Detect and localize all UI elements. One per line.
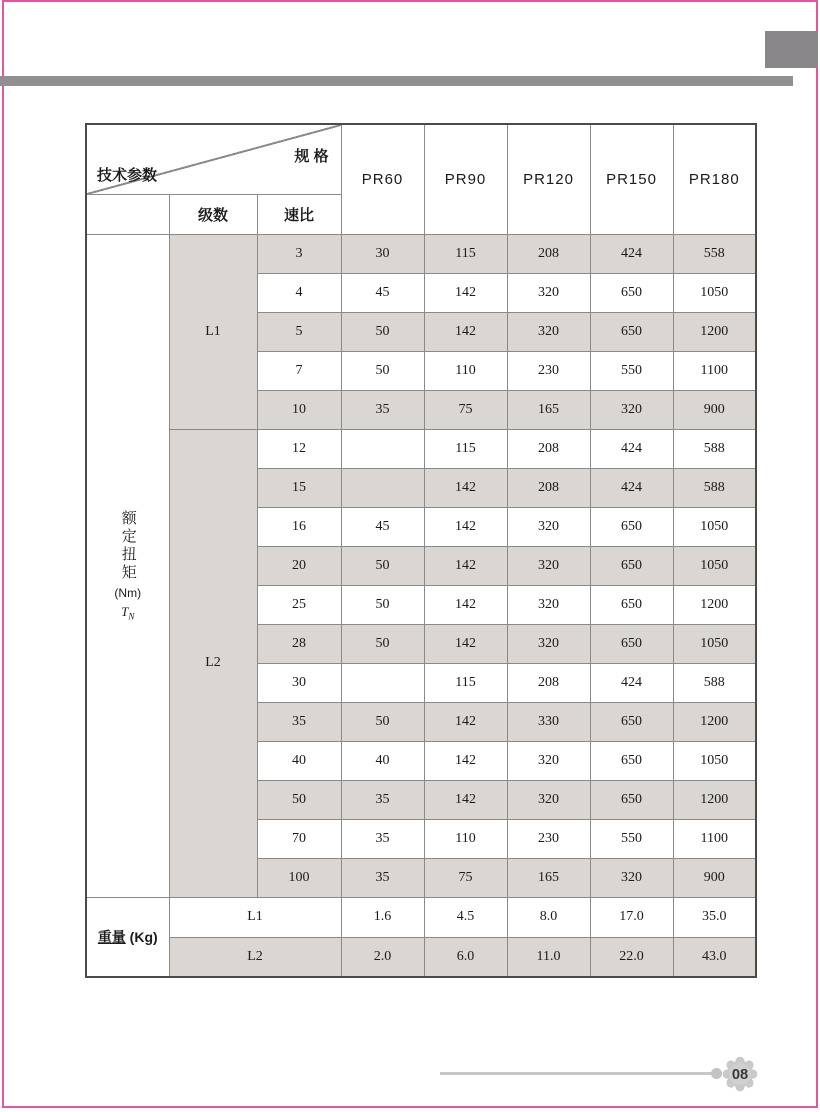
value-cell: 115 bbox=[424, 234, 507, 273]
weight-row bbox=[86, 897, 756, 937]
weight-unit: (Kg) bbox=[125, 928, 158, 945]
value-cell: 142 bbox=[424, 546, 507, 585]
value-cell: 650 bbox=[590, 741, 673, 780]
ratio-cell: 25 bbox=[257, 585, 341, 624]
value-cell: 1100 bbox=[673, 351, 756, 390]
torque-unit: (Nm) bbox=[114, 585, 142, 600]
value-cell: 320 bbox=[507, 585, 590, 624]
value-cell: 35 bbox=[341, 858, 424, 897]
ratio-cell: 30 bbox=[257, 663, 341, 702]
ratio-cell: 35 bbox=[257, 702, 341, 741]
value-cell bbox=[341, 468, 424, 507]
value-cell: 550 bbox=[590, 819, 673, 858]
value-cell: 142 bbox=[424, 507, 507, 546]
value-cell: 1200 bbox=[673, 585, 756, 624]
value-cell: 165 bbox=[507, 390, 590, 429]
value-cell: 1050 bbox=[673, 273, 756, 312]
weight-value-cell: 6.0 bbox=[424, 937, 507, 977]
footer-rule bbox=[440, 1072, 716, 1075]
weight-value-cell: 22.0 bbox=[590, 937, 673, 977]
spec-table bbox=[85, 123, 757, 978]
value-cell: 110 bbox=[424, 819, 507, 858]
value-cell: 650 bbox=[590, 624, 673, 663]
torque-symbol: $T_N$ bbox=[121, 603, 135, 622]
value-cell: 142 bbox=[424, 585, 507, 624]
value-cell: 320 bbox=[590, 858, 673, 897]
ratio-cell: 7 bbox=[257, 351, 341, 390]
header-rule bbox=[0, 76, 793, 86]
column-header-pr60: PR60 bbox=[341, 124, 424, 234]
stages-header: 级数 bbox=[169, 194, 257, 234]
ratio-header: 速比 bbox=[257, 194, 341, 234]
value-cell bbox=[341, 663, 424, 702]
value-cell: 320 bbox=[507, 624, 590, 663]
value-cell: 142 bbox=[424, 741, 507, 780]
table-row bbox=[86, 429, 756, 468]
value-cell: 650 bbox=[590, 585, 673, 624]
value-cell: 1050 bbox=[673, 741, 756, 780]
value-cell: 1200 bbox=[673, 312, 756, 351]
value-cell: 208 bbox=[507, 663, 590, 702]
stage-cell: L2 bbox=[169, 429, 257, 897]
value-cell: 45 bbox=[341, 273, 424, 312]
ratio-cell: 70 bbox=[257, 819, 341, 858]
value-cell: 75 bbox=[424, 390, 507, 429]
value-cell: 208 bbox=[507, 468, 590, 507]
value-cell: 35 bbox=[341, 780, 424, 819]
value-cell: 320 bbox=[507, 312, 590, 351]
ratio-cell: 10 bbox=[257, 390, 341, 429]
weight-stage-cell: L2 bbox=[169, 937, 341, 977]
value-cell: 50 bbox=[341, 312, 424, 351]
value-cell: 424 bbox=[590, 663, 673, 702]
corner-spec-label: 规 格 bbox=[294, 148, 329, 165]
value-cell: 165 bbox=[507, 858, 590, 897]
value-cell: 35 bbox=[341, 819, 424, 858]
weight-value-cell: 2.0 bbox=[341, 937, 424, 977]
value-cell: 1050 bbox=[673, 624, 756, 663]
torque-label-vertical: 额定扭矩 bbox=[119, 509, 137, 582]
ratio-cell: 50 bbox=[257, 780, 341, 819]
column-header-pr90: PR90 bbox=[424, 124, 507, 234]
value-cell: 320 bbox=[507, 546, 590, 585]
value-cell: 50 bbox=[341, 351, 424, 390]
header-accent-box bbox=[765, 31, 817, 68]
value-cell: 1200 bbox=[673, 780, 756, 819]
value-cell: 320 bbox=[507, 741, 590, 780]
ratio-cell: 28 bbox=[257, 624, 341, 663]
corner-param-label: 技术参数 bbox=[97, 166, 158, 184]
weight-value-cell: 1.6 bbox=[341, 897, 424, 937]
value-cell: 45 bbox=[341, 507, 424, 546]
page-number: 08 bbox=[731, 1067, 749, 1084]
weight-value-cell: 17.0 bbox=[590, 897, 673, 937]
value-cell: 75 bbox=[424, 858, 507, 897]
value-cell: 650 bbox=[590, 780, 673, 819]
torque-label-cell bbox=[86, 234, 169, 897]
value-cell: 110 bbox=[424, 351, 507, 390]
value-cell: 320 bbox=[507, 780, 590, 819]
weight-row bbox=[86, 937, 756, 977]
value-cell: 208 bbox=[507, 234, 590, 273]
value-cell: 320 bbox=[507, 507, 590, 546]
value-cell: 588 bbox=[673, 429, 756, 468]
value-cell: 650 bbox=[590, 702, 673, 741]
value-cell: 1050 bbox=[673, 546, 756, 585]
weight-value-cell: 11.0 bbox=[507, 937, 590, 977]
value-cell: 142 bbox=[424, 468, 507, 507]
ratio-cell: 5 bbox=[257, 312, 341, 351]
value-cell: 115 bbox=[424, 663, 507, 702]
value-cell: 1200 bbox=[673, 702, 756, 741]
value-cell: 424 bbox=[590, 429, 673, 468]
value-cell: 424 bbox=[590, 234, 673, 273]
value-cell: 1100 bbox=[673, 819, 756, 858]
torque-label bbox=[87, 510, 169, 622]
value-cell: 50 bbox=[341, 702, 424, 741]
value-cell: 1050 bbox=[673, 507, 756, 546]
value-cell: 208 bbox=[507, 429, 590, 468]
value-cell: 142 bbox=[424, 624, 507, 663]
ratio-cell: 40 bbox=[257, 741, 341, 780]
value-cell bbox=[341, 429, 424, 468]
value-cell: 142 bbox=[424, 312, 507, 351]
weight-value-cell: 8.0 bbox=[507, 897, 590, 937]
value-cell: 40 bbox=[341, 741, 424, 780]
value-cell: 330 bbox=[507, 702, 590, 741]
value-cell: 650 bbox=[590, 507, 673, 546]
value-cell: 50 bbox=[341, 585, 424, 624]
table-corner-cell bbox=[86, 124, 341, 194]
column-header-pr180: PR180 bbox=[673, 124, 756, 234]
value-cell: 230 bbox=[507, 819, 590, 858]
gear-icon bbox=[721, 1055, 759, 1093]
value-cell: 320 bbox=[590, 390, 673, 429]
weight-value-cell: 43.0 bbox=[673, 937, 756, 977]
ratio-cell: 16 bbox=[257, 507, 341, 546]
ratio-cell: 100 bbox=[257, 858, 341, 897]
value-cell: 230 bbox=[507, 351, 590, 390]
weight-value-cell: 4.5 bbox=[424, 897, 507, 937]
value-cell: 558 bbox=[673, 234, 756, 273]
value-cell: 900 bbox=[673, 390, 756, 429]
value-cell: 588 bbox=[673, 663, 756, 702]
weight-value-cell: 35.0 bbox=[673, 897, 756, 937]
value-cell: 424 bbox=[590, 468, 673, 507]
value-cell: 142 bbox=[424, 273, 507, 312]
page-number-gear bbox=[721, 1055, 759, 1093]
stage-cell: L1 bbox=[169, 234, 257, 429]
value-cell: 35 bbox=[341, 390, 424, 429]
weight-label: 重量 bbox=[97, 928, 126, 945]
ratio-cell: 20 bbox=[257, 546, 341, 585]
ratio-cell: 15 bbox=[257, 468, 341, 507]
value-cell: 650 bbox=[590, 546, 673, 585]
table-row bbox=[86, 234, 756, 273]
value-cell: 115 bbox=[424, 429, 507, 468]
value-cell: 142 bbox=[424, 780, 507, 819]
ratio-cell: 3 bbox=[257, 234, 341, 273]
column-header-pr120: PR120 bbox=[507, 124, 590, 234]
value-cell: 650 bbox=[590, 273, 673, 312]
value-cell: 650 bbox=[590, 312, 673, 351]
value-cell: 320 bbox=[507, 273, 590, 312]
ratio-cell: 12 bbox=[257, 429, 341, 468]
header-empty-cell bbox=[86, 194, 169, 234]
value-cell: 900 bbox=[673, 858, 756, 897]
weight-stage-cell: L1 bbox=[169, 897, 341, 937]
weight-label-cell bbox=[86, 897, 169, 977]
value-cell: 50 bbox=[341, 624, 424, 663]
value-cell: 142 bbox=[424, 702, 507, 741]
value-cell: 588 bbox=[673, 468, 756, 507]
column-header-pr150: PR150 bbox=[590, 124, 673, 234]
value-cell: 50 bbox=[341, 546, 424, 585]
value-cell: 550 bbox=[590, 351, 673, 390]
value-cell: 30 bbox=[341, 234, 424, 273]
ratio-cell: 4 bbox=[257, 273, 341, 312]
